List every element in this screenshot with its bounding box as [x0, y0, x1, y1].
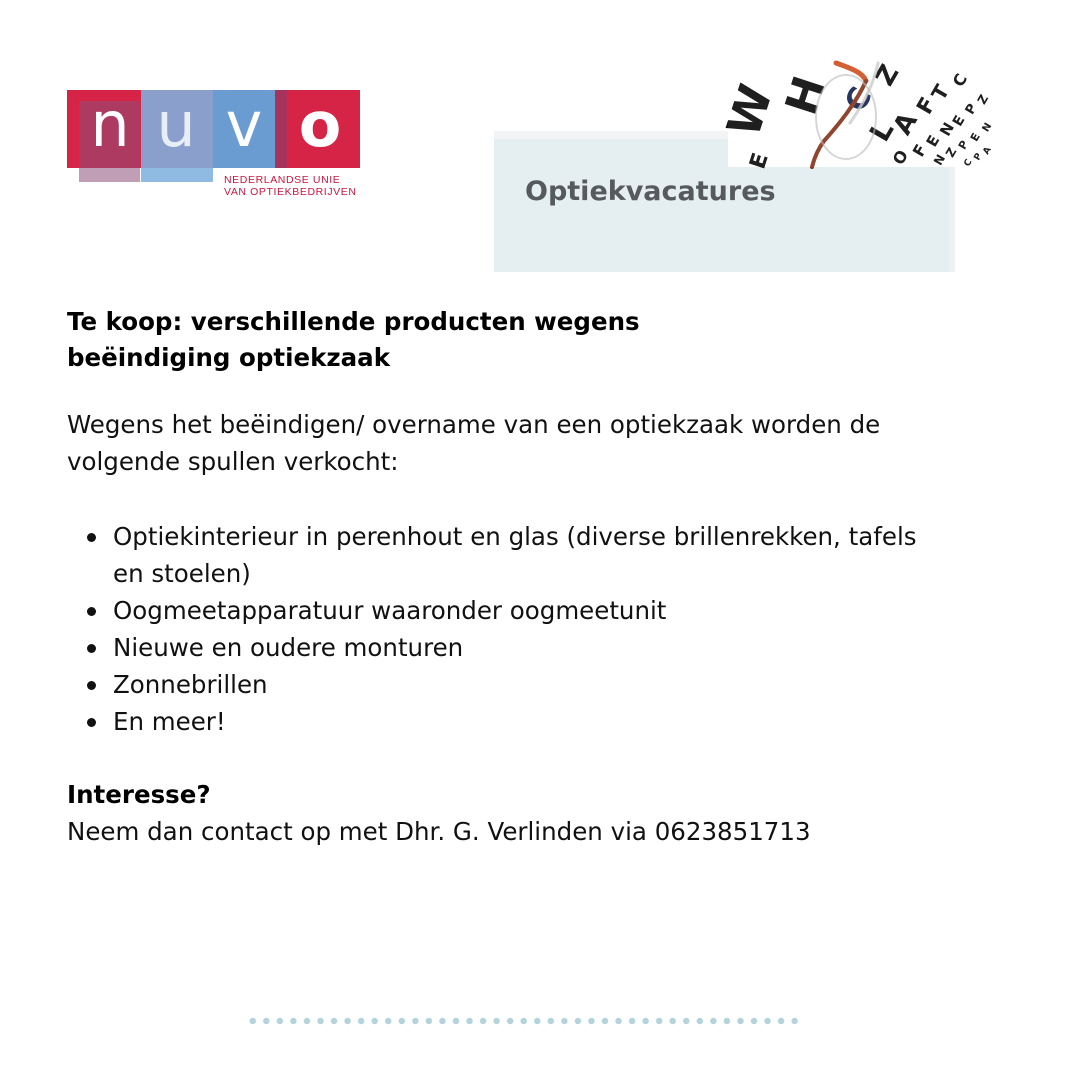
logo-letter-v: v — [225, 88, 263, 161]
svg-text:P: P — [962, 101, 981, 118]
svg-text:C: C — [962, 157, 975, 169]
svg-text:E: E — [745, 150, 774, 173]
svg-text:F: F — [912, 93, 942, 119]
svg-text:W: W — [716, 78, 784, 143]
svg-text:Z: Z — [870, 59, 906, 92]
logo-block-4 — [275, 90, 287, 168]
post-headline-line-1: Te koop: verschillende producten wegens — [67, 307, 640, 336]
svg-text:C: C — [948, 70, 972, 91]
svg-text:C: C — [838, 81, 880, 118]
post-headline — [67, 304, 727, 376]
eye-chart-image — [716, 59, 995, 173]
logo-subtitle-line-1: NEDERLANDSE UNIE — [224, 174, 341, 186]
dotted-divider — [246, 1016, 802, 1026]
nuvo-logo — [67, 90, 362, 202]
svg-text:N: N — [980, 121, 995, 134]
svg-text:O: O — [888, 146, 912, 169]
list-item: Optiekinterieur in perenhout en glas (diverse brillenrekken, tafels en stoelen) — [67, 518, 947, 592]
svg-text:P: P — [955, 138, 972, 152]
svg-text:N: N — [930, 151, 949, 168]
svg-text:P: P — [972, 151, 985, 163]
list-item: Oogmeetapparatuur waaronder oogmeetunit — [67, 592, 947, 629]
list-item: Nieuwe en oudere monturen — [67, 629, 947, 666]
svg-text:Z: Z — [942, 145, 960, 160]
eye-chart-icon — [716, 59, 995, 173]
contact-line: Neem dan contact op met Dhr. G. Verlinden via 0623851713 — [67, 817, 811, 846]
list-item: Zonnebrillen — [67, 666, 947, 703]
svg-text:E: E — [922, 132, 944, 151]
logo-letter-u: u — [156, 88, 196, 161]
svg-text:F: F — [908, 141, 931, 161]
logo-letter-n: n — [90, 88, 130, 161]
list-item: En meer! — [67, 703, 947, 740]
svg-text:A: A — [887, 107, 924, 141]
interest-label: Interesse? — [67, 780, 211, 809]
post-intro: Wegens het beëindigen/ overname van een optiekzaak worden de volgende spullen verkocht: — [67, 410, 881, 476]
post-headline-line-2: beëindiging optiekzaak — [67, 343, 390, 372]
svg-text:Z: Z — [974, 92, 992, 107]
svg-text:T: T — [926, 80, 955, 105]
logo-letter-o: o — [298, 88, 342, 161]
logo-subtitle-line-2: VAN OPTIEKBEDRIJVEN — [224, 186, 357, 198]
svg-text:A: A — [981, 145, 994, 157]
page-title: Optiekvacatures — [525, 176, 776, 207]
svg-text:H: H — [775, 70, 836, 121]
product-list — [67, 518, 947, 740]
svg-text:E: E — [949, 112, 969, 130]
svg-text:E: E — [967, 130, 983, 144]
logo-subtitle — [224, 174, 357, 198]
svg-text:L: L — [862, 115, 901, 148]
svg-text:N: N — [936, 119, 958, 140]
